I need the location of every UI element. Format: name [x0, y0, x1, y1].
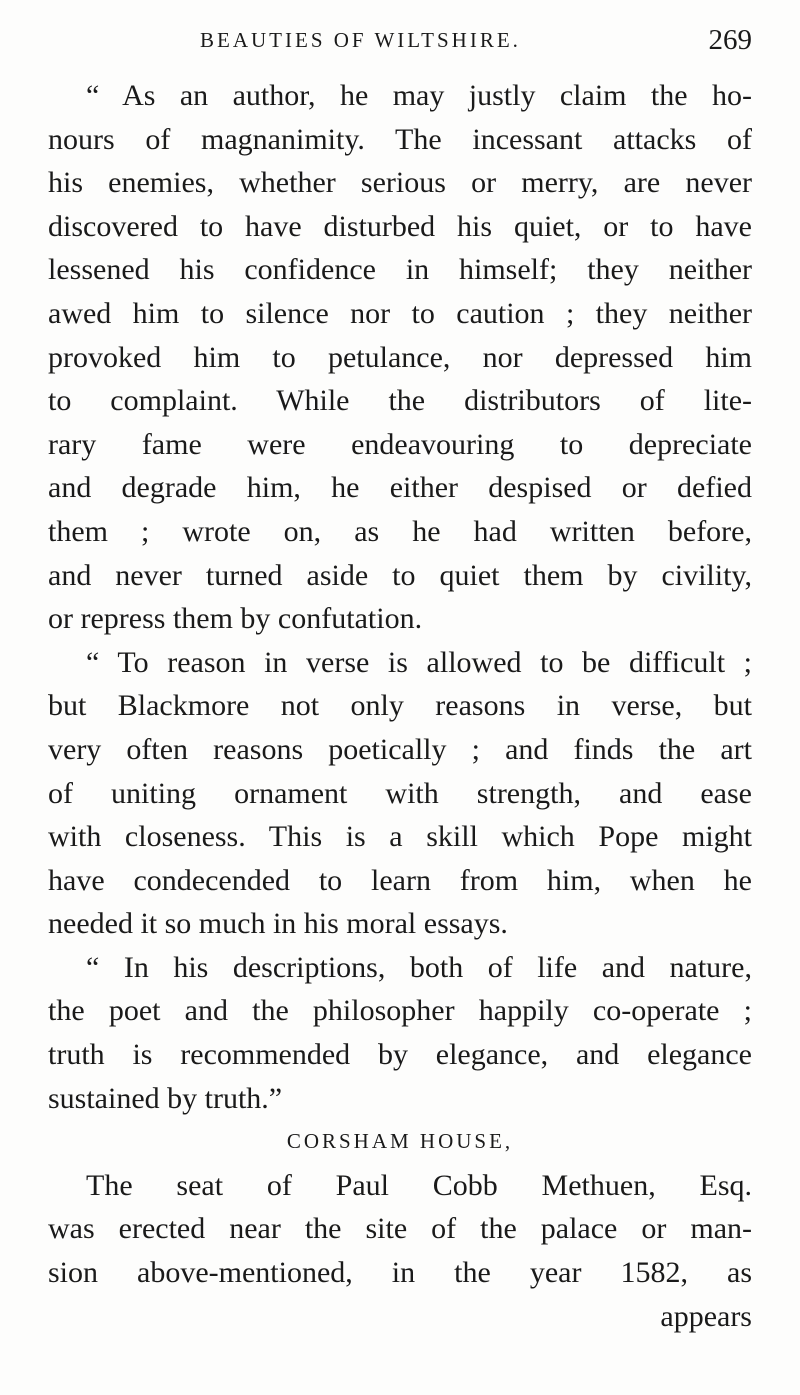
text-line: have condecended to learn from him, when he	[48, 863, 752, 897]
text-line: but Blackmore not only reasons in verse, but	[48, 689, 752, 723]
text-line: nours of magnanimity. The incessant attacks of	[48, 122, 752, 156]
text-line: of uniting ornament with strength, and ease	[48, 776, 752, 810]
paragraph-descriptions	[48, 946, 752, 1120]
text-line: them ; wrote on, as he had written before,	[48, 514, 752, 548]
text-line: The seat of Paul Cobb Methuen, Esq.	[86, 1168, 752, 1202]
text-line: discovered to have disturbed his quiet, or to have	[48, 209, 752, 243]
text-line: truth is recommended by elegance, and elegance	[48, 1038, 752, 1072]
text-line: his enemies, whether serious or merry, are never	[48, 166, 752, 200]
section-heading: CORSHAM HOUSE,	[286, 1129, 514, 1154]
text-line: needed it so much in his moral essays.	[48, 907, 508, 941]
text-line: sion above-mentioned, in the year 1582, as	[48, 1256, 752, 1290]
text-line: to complaint. While the distributors of lite-	[48, 384, 752, 418]
paragraph-magnanimity	[48, 74, 752, 641]
text-line: “ In his descriptions, both of life and nature,	[86, 950, 752, 984]
paragraph-corsham-house	[48, 1164, 752, 1338]
text-line: rary fame were endeavouring to depreciate	[48, 427, 752, 461]
body-text	[48, 74, 752, 1338]
text-line: very often reasons poetically ; and finds the art	[48, 732, 752, 766]
text-line: with closeness. This is a skill which Pope might	[48, 820, 752, 854]
text-line: provoked him to petulance, nor depressed him	[48, 340, 752, 374]
text-line: awed him to silence nor to caution ; they neither	[48, 296, 752, 330]
text-line: lessened his confidence in himself; they neither	[48, 253, 752, 287]
paragraph-reason-in-verse	[48, 641, 752, 946]
text-line: “ As an author, he may justly claim the ho-	[86, 79, 752, 112]
page-number: 269	[708, 24, 752, 56]
catchword: appears	[660, 1299, 752, 1333]
text-line: sustained by truth.”	[48, 1081, 283, 1115]
text-line: was erected near the site of the palace or man-	[48, 1212, 752, 1246]
text-line: or repress them by confutation.	[48, 602, 423, 636]
text-line: “ To reason in verse is allowed to be difficult ;	[86, 645, 752, 679]
running-title: BEAUTIES OF WILTSHIRE.	[200, 28, 521, 52]
text-line: the poet and the philosopher happily co-operate ;	[48, 994, 752, 1028]
text-line: and never turned aside to quiet them by civility,	[48, 558, 752, 592]
running-head	[0, 24, 800, 60]
text-line: and degrade him, he either despised or defied	[48, 471, 752, 505]
